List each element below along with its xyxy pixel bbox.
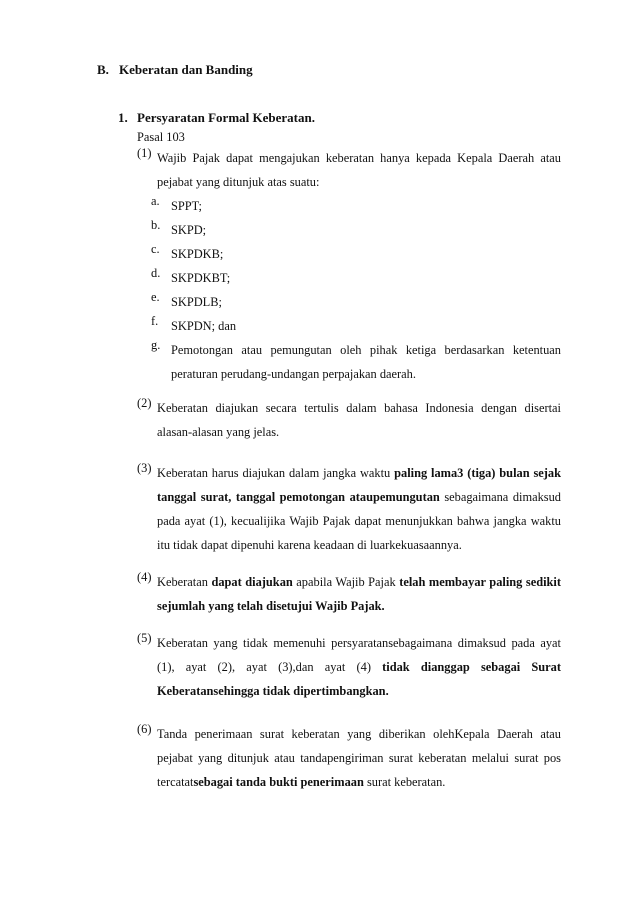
text-run: apabila Wajib Pajak bbox=[292, 575, 400, 589]
paragraph-2 bbox=[137, 396, 561, 444]
list-marker: e. bbox=[151, 290, 160, 304]
paragraph-number: (4) bbox=[137, 570, 152, 584]
list-item-a bbox=[151, 194, 561, 218]
list-marker: f. bbox=[151, 314, 159, 328]
bold-text: tidak dianggap sebagai Surat Keberatansehingga tidak dipertimbangkan. bbox=[157, 660, 561, 698]
bold-text: sebagai tanda bukti penerimaan bbox=[193, 775, 364, 789]
paragraph-5 bbox=[137, 631, 561, 703]
list-marker: a. bbox=[151, 194, 160, 208]
list-item-d bbox=[151, 266, 561, 290]
list-item-c bbox=[151, 242, 561, 266]
paragraph-text: Keberatan diajukan secara tertulis dalam bahasa Indonesia dengan disertai alasan-alasan yang jelas. bbox=[157, 401, 561, 439]
paragraph-text bbox=[157, 570, 561, 618]
bold-text: dapat diajukan bbox=[211, 575, 293, 589]
list-text: SKPDLB; bbox=[171, 295, 222, 309]
bold-text: telah membayar paling sedikit sejumlah yang telah disetujui Wajib Pajak. bbox=[157, 575, 561, 613]
list-text: Pemotongan atau pemungutan oleh pihak ketiga berdasarkan ketentuan peraturan perudang-undangan perpajakan daerah. bbox=[171, 343, 561, 381]
list-text: SKPDKB; bbox=[171, 247, 224, 261]
list-text: SKPDN; dan bbox=[171, 319, 237, 333]
list-marker: g. bbox=[151, 338, 161, 352]
paragraph-number: (1) bbox=[137, 146, 152, 160]
paragraph-number: (3) bbox=[137, 461, 152, 475]
list-item-g bbox=[151, 338, 561, 386]
list-item-b bbox=[151, 218, 561, 242]
paragraph-text bbox=[157, 461, 561, 557]
list-marker: d. bbox=[151, 266, 161, 280]
paragraph-number: (6) bbox=[137, 722, 152, 736]
text-run: Keberatan harus diajukan dalam jangka waktu bbox=[157, 466, 395, 480]
list-item-f bbox=[151, 314, 561, 338]
subsection-number: 1. bbox=[118, 110, 128, 125]
list-text: SPPT; bbox=[171, 199, 203, 213]
list-text: SKPD; bbox=[171, 223, 207, 237]
bold-text: paling lama3 (tiga) bulan sejak tanggal surat, tanggal pemotongan ataupemungutan bbox=[157, 466, 561, 504]
text-run: Keberatan yang tidak memenuhi persyaratansebagaimana dimaksud pada ayat (1), ayat (2), ayat (3),dan ayat (4) bbox=[157, 636, 561, 674]
paragraph-text bbox=[157, 722, 561, 794]
text-run: sebagaimana dimaksud pada ayat (1), kecualijika Wajib Pajak dapat menunjukkan bahwa jangka waktu itu tidak dapat dipenuhi karena keadaan di luarkekuasaannya. bbox=[157, 490, 561, 552]
text-run: Keberatan bbox=[157, 575, 212, 589]
text-run: surat keberatan. bbox=[363, 775, 446, 789]
paragraph-number: (5) bbox=[137, 631, 152, 645]
paragraph-3 bbox=[137, 461, 561, 557]
article-label: Pasal 103 bbox=[137, 130, 185, 144]
paragraph-1 bbox=[137, 146, 561, 194]
paragraph-6 bbox=[137, 722, 561, 794]
section-heading bbox=[97, 62, 253, 78]
subsection-heading bbox=[118, 110, 315, 126]
section-title: Keberatan dan Banding bbox=[119, 62, 253, 77]
subsection-title: Persyaratan Formal Keberatan. bbox=[137, 110, 315, 125]
list-marker: c. bbox=[151, 242, 160, 256]
list-marker: b. bbox=[151, 218, 161, 232]
paragraph-number: (2) bbox=[137, 396, 152, 410]
paragraph-text bbox=[157, 631, 561, 703]
list-item-e bbox=[151, 290, 561, 314]
list-text: SKPDKBT; bbox=[171, 271, 231, 285]
paragraph-4 bbox=[137, 570, 561, 618]
paragraph-text: Wajib Pajak dapat mengajukan keberatan hanya kepada Kepala Daerah atau pejabat yang ditunjuk atas suatu: bbox=[157, 151, 561, 189]
section-number: B. bbox=[97, 62, 109, 77]
text-run: Tanda penerimaan surat keberatan yang diberikan olehKepala Daerah atau pejabat yang ditunjuk atau tandapengiriman surat keberatan melalui surat pos tercatat bbox=[157, 727, 561, 789]
